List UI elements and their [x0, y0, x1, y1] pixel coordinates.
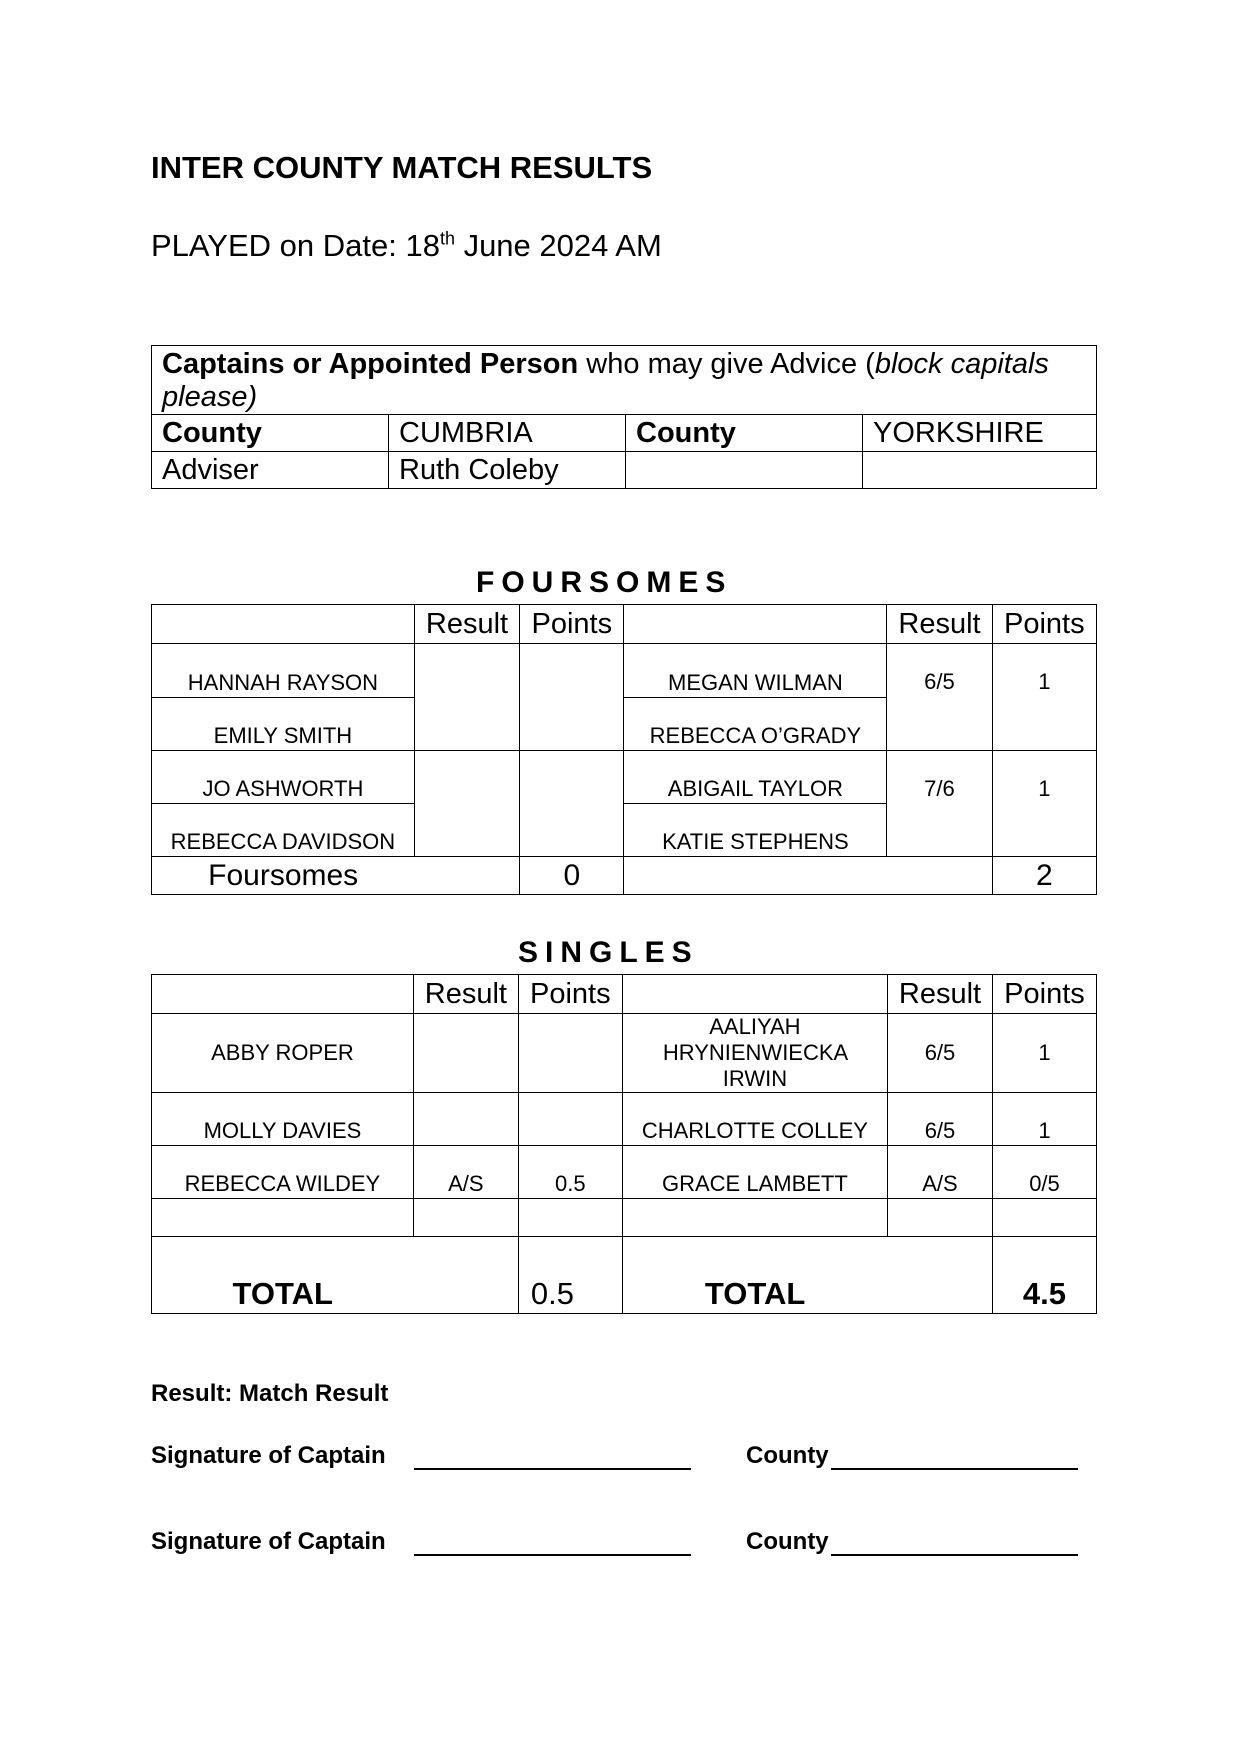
foursomes-title: FOURSOMES — [476, 566, 733, 599]
result-cell: 6/5 — [888, 1093, 993, 1146]
blank-cell — [624, 857, 887, 895]
county-line-1[interactable] — [831, 1468, 1078, 1470]
header-points: Points — [992, 605, 1096, 644]
points-cell — [520, 751, 624, 857]
points-cell: 1 — [992, 751, 1096, 857]
county-left: CUMBRIA — [389, 415, 626, 452]
county-right: YORKSHIRE — [863, 415, 1097, 452]
header-points: Points — [518, 975, 622, 1014]
header-points: Points — [992, 975, 1096, 1014]
county-label-1: County — [746, 1442, 829, 1469]
county-line-2[interactable] — [831, 1554, 1078, 1556]
player-name: ABBY ROPER — [152, 1014, 414, 1093]
points-cell — [518, 1093, 622, 1146]
blank-cell — [413, 1199, 518, 1237]
player-name: REBECCA O’GRADY — [624, 698, 887, 751]
result-cell — [414, 751, 519, 857]
captains-intro — [152, 346, 1097, 415]
captains-intro-normal: who may give Advice ( — [578, 348, 875, 380]
header-blank — [622, 975, 887, 1014]
result-cell: A/S — [413, 1146, 518, 1199]
header-points: Points — [520, 605, 624, 644]
points-cell: 1 — [992, 1014, 1096, 1093]
blank-cell — [518, 1199, 622, 1237]
result-cell: A/S — [888, 1146, 993, 1199]
result-cell — [413, 1014, 518, 1093]
header-result: Result — [888, 975, 993, 1014]
captains-intro-italic: block capitals please) — [162, 348, 1049, 413]
header-result: Result — [887, 605, 992, 644]
points-cell — [518, 1014, 622, 1093]
signature-label-2: Signature of Captain — [151, 1528, 386, 1555]
player-name: GRACE LAMBETT — [622, 1146, 887, 1199]
adviser-empty-label — [626, 452, 863, 489]
player-name: HANNAH RAYSON — [152, 644, 415, 698]
player-name: REBECCA DAVIDSON — [152, 804, 415, 857]
county-label-right: County — [626, 415, 863, 452]
result-cell: 7/6 — [887, 751, 992, 857]
foursomes-total-label: Foursomes — [152, 857, 415, 895]
singles-total-label-left: TOTAL — [152, 1237, 414, 1314]
result-cell: 6/5 — [887, 644, 992, 751]
points-cell — [520, 644, 624, 751]
player-name: ABIGAIL TAYLOR — [624, 751, 887, 804]
header-blank — [152, 975, 414, 1014]
foursomes-table — [151, 604, 1097, 895]
player-name: EMILY SMITH — [152, 698, 415, 751]
singles-left-total: 0.5 — [518, 1237, 622, 1314]
points-cell: 1 — [992, 644, 1096, 751]
result-cell: 6/5 — [888, 1014, 993, 1093]
played-suffix: June 2024 AM — [454, 228, 662, 263]
result-cell — [413, 1093, 518, 1146]
player-name: KATIE STEPHENS — [624, 804, 887, 857]
blank-cell — [622, 1199, 887, 1237]
page-title: INTER COUNTY MATCH RESULTS — [151, 150, 653, 185]
blank-cell — [414, 857, 519, 895]
player-name: REBECCA WILDEY — [152, 1146, 414, 1199]
foursomes-right-total: 2 — [992, 857, 1096, 895]
points-cell: 1 — [992, 1093, 1096, 1146]
county-label-2: County — [746, 1528, 829, 1555]
captains-table — [151, 345, 1097, 489]
header-result: Result — [413, 975, 518, 1014]
blank-cell — [413, 1237, 518, 1314]
played-sup: th — [439, 228, 455, 249]
header-blank — [152, 605, 415, 644]
match-result-label: Result: Match Result — [151, 1380, 389, 1407]
county-label-left: County — [152, 415, 389, 452]
adviser-label: Adviser — [152, 452, 389, 489]
blank-cell — [888, 1237, 993, 1314]
played-date — [151, 228, 662, 264]
header-result: Result — [414, 605, 519, 644]
points-cell: 0.5 — [518, 1146, 622, 1199]
captains-intro-bold: Captains or Appointed Person — [162, 348, 579, 380]
signature-line-1[interactable] — [414, 1468, 691, 1470]
player-name: JO ASHWORTH — [152, 751, 415, 804]
player-name: MOLLY DAVIES — [152, 1093, 414, 1146]
player-name: MEGAN WILMAN — [624, 644, 887, 698]
played-prefix: PLAYED on Date: 18 — [151, 228, 440, 263]
foursomes-left-total: 0 — [520, 857, 624, 895]
singles-total-label-right: TOTAL — [622, 1237, 887, 1314]
singles-table — [151, 974, 1097, 1314]
singles-title: SINGLES — [518, 936, 699, 969]
singles-right-total: 4.5 — [992, 1237, 1096, 1314]
blank-cell — [888, 1199, 993, 1237]
player-name: CHARLOTTE COLLEY — [622, 1093, 887, 1146]
blank-cell — [887, 857, 992, 895]
adviser-left: Ruth Coleby — [389, 452, 626, 489]
signature-label-1: Signature of Captain — [151, 1442, 386, 1469]
blank-cell — [152, 1199, 414, 1237]
points-cell: 0/5 — [992, 1146, 1096, 1199]
header-blank — [624, 605, 887, 644]
player-name: AALIYAH HRYNIENWIECKA IRWIN — [622, 1014, 887, 1093]
signature-line-2[interactable] — [414, 1554, 691, 1556]
adviser-right — [863, 452, 1097, 489]
blank-cell — [992, 1199, 1096, 1237]
result-cell — [414, 644, 519, 751]
